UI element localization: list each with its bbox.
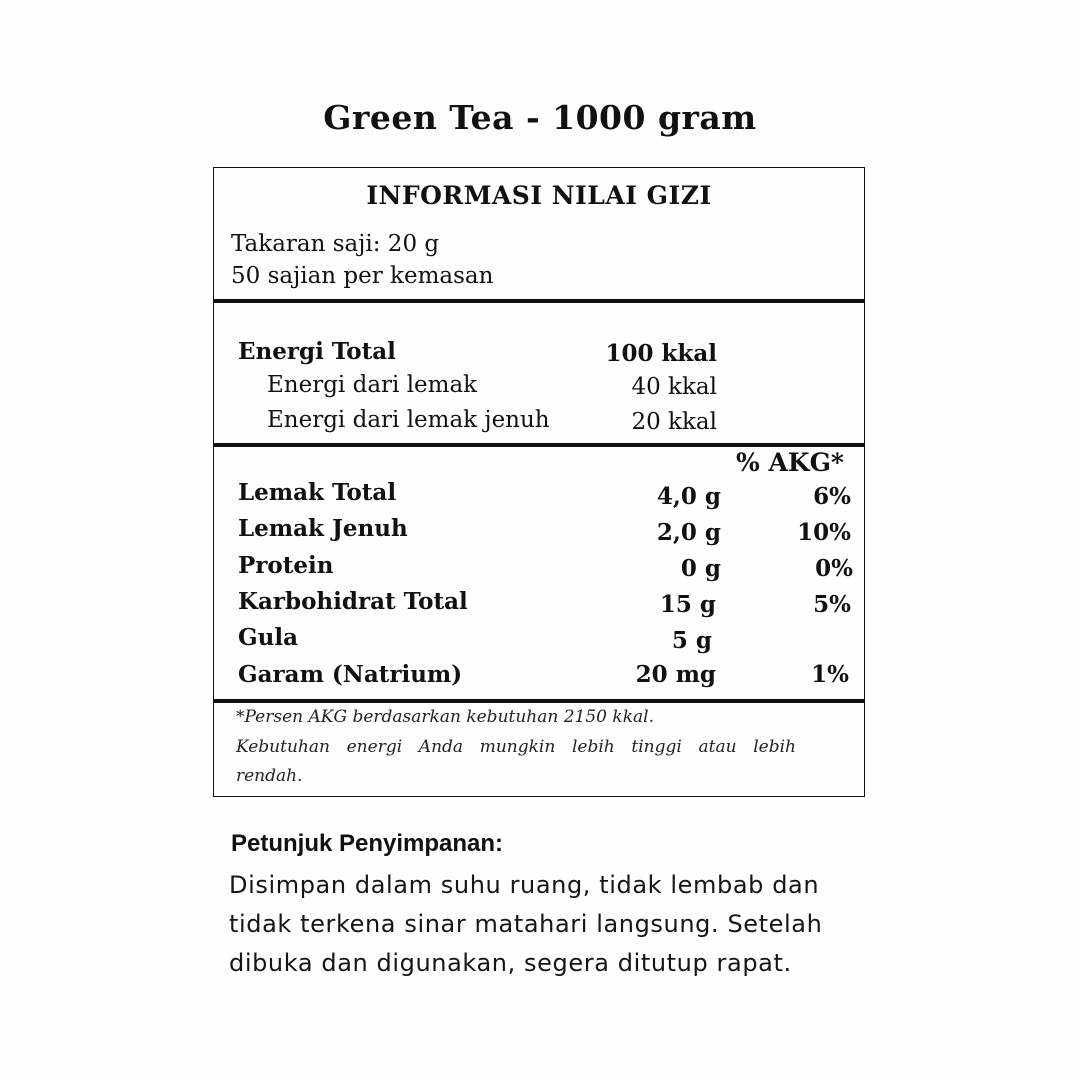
storage-instructions: Disimpan dalam suhu ruang, tidak lembab dan tidak terkena sinar matahari langsung. Setelah dibuka dan digunakan, segera ditutup rapat.	[229, 871, 823, 977]
nutrient-value: 0 g	[680, 555, 721, 582]
footnote-line: rendah.	[236, 766, 303, 786]
nutrient-label: Lemak Jenuh	[238, 515, 408, 542]
nutrient-label: Lemak Total	[238, 479, 397, 506]
nutrient-value: 20 mg	[635, 661, 716, 688]
nutrient-value: 15 g	[659, 591, 716, 618]
energy-total-label: Energi Total	[238, 338, 396, 365]
energy-fat-label: Energi dari lemak	[267, 372, 478, 398]
storage-title: Petunjuk Penyimpanan:	[231, 830, 504, 857]
nutrition-heading: INFORMASI NILAI GIZI	[366, 181, 712, 210]
servings-per-pack: 50 sajian per kemasan	[231, 263, 494, 289]
nutrient-value: 4,0 g	[656, 483, 721, 510]
akg-header: % AKG*	[735, 448, 844, 477]
nutrient-label: Karbohidrat Total	[238, 588, 468, 615]
divider	[214, 699, 864, 703]
nutrient-akg: 1%	[811, 661, 849, 688]
nutrient-label: Protein	[238, 552, 334, 579]
product-title: Green Tea - 1000 gram	[323, 98, 757, 137]
nutrient-label: Gula	[238, 624, 299, 651]
nutrient-value: 5 g	[671, 627, 712, 654]
nutrient-akg: 10%	[797, 519, 851, 546]
divider	[214, 443, 864, 447]
energy-total-value: 100 kkal	[605, 340, 717, 367]
nutrient-akg: 6%	[813, 483, 851, 510]
nutrient-value: 2,0 g	[656, 519, 721, 546]
footnote-line: *Persen AKG berdasarkan kebutuhan 2150 kkal.	[236, 707, 654, 727]
energy-fat-value: 40 kkal	[631, 374, 717, 400]
serving-size: Takaran saji: 20 g	[231, 231, 440, 257]
footnote-line: Kebutuhan energi Anda mungkin lebih tinggi atau lebih	[236, 737, 796, 757]
nutrient-akg: 5%	[813, 591, 851, 618]
energy-saturated-fat-value: 20 kkal	[631, 409, 717, 435]
nutrient-akg: 0%	[815, 555, 853, 582]
nutrition-facts-panel	[213, 167, 865, 797]
nutrient-label: Garam (Natrium)	[238, 661, 463, 688]
energy-saturated-fat-label: Energi dari lemak jenuh	[267, 407, 550, 433]
divider	[214, 299, 864, 303]
